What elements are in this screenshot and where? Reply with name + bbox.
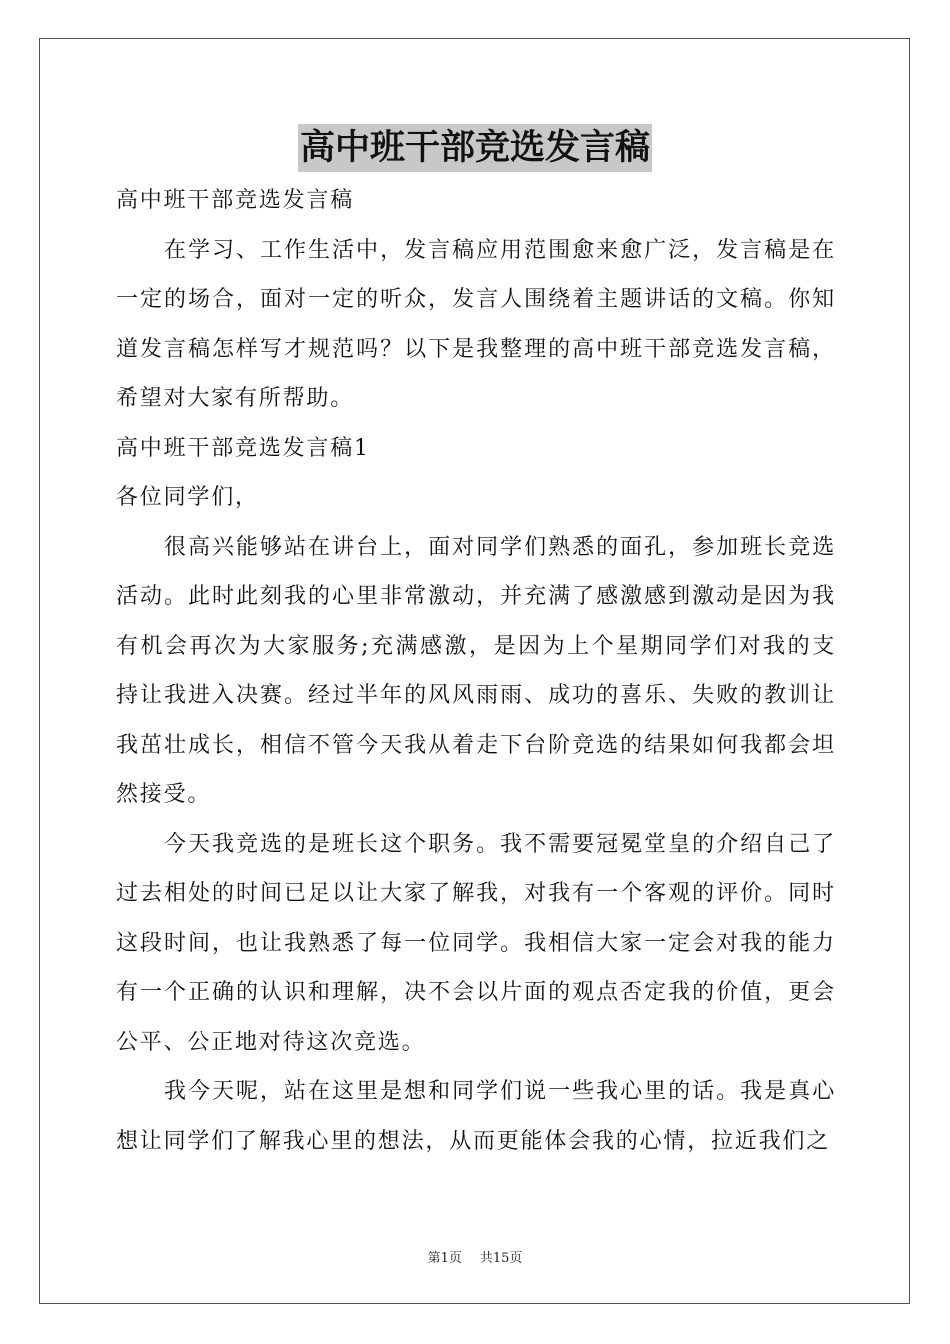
paragraph: 高中班干部竞选发言稿 xyxy=(116,188,355,213)
page-number: 第1页 xyxy=(427,1251,462,1266)
title-container xyxy=(0,124,950,172)
document-body xyxy=(116,176,836,1166)
paragraph: 今天我竞选的是班长这个职务。我不需要冠冕堂皇的介绍自己了过去相处的时间已足以让大家了解我，对我有一个客观的评价。同时这段时间，也让我熟悉了每一位同学。我相信大家一定会对我的能力有一个正确的认识和理解，决不会以片面的观点否定我的价值，更会公平、公正地对待这次竞选。 xyxy=(116,831,836,1055)
page-total: 共15页 xyxy=(479,1251,523,1266)
page-footer xyxy=(0,1247,950,1266)
paragraph: 很高兴能够站在讲台上，面对同学们熟悉的面孔，参加班长竞选活动。此时此刻我的心里非常激动，并充满了感激感到激动是因为我有机会再次为大家服务;充满感激，是因为上个星期同学们对我的支持让我进入决赛。经过半年的风风雨雨、成功的喜乐、失败的教训让我茁壮成长，相信不管今天我从着走下台阶竞选的结果如何我都会坦然接受。 xyxy=(116,534,836,807)
paragraph: 在学习、工作生活中，发言稿应用范围愈来愈广泛，发言稿是在一定的场合，面对一定的听众，发言人围绕着主题讲话的文稿。你知道发言稿怎样写才规范吗？以下是我整理的高中班干部竞选发言稿，希望对大家有所帮助。 xyxy=(116,237,836,411)
paragraph: 高中班干部竞选发言稿1 xyxy=(116,435,370,461)
paragraph: 我今天呢，站在这里是想和同学们说一些我心里的话。我是真心想让同学们了解我心里的想法，从而更能体会我的心情，拉近我们之 xyxy=(116,1079,836,1154)
paragraph: 各位同学们， xyxy=(116,485,259,510)
document-title: 高中班干部竞选发言稿 xyxy=(298,124,652,172)
